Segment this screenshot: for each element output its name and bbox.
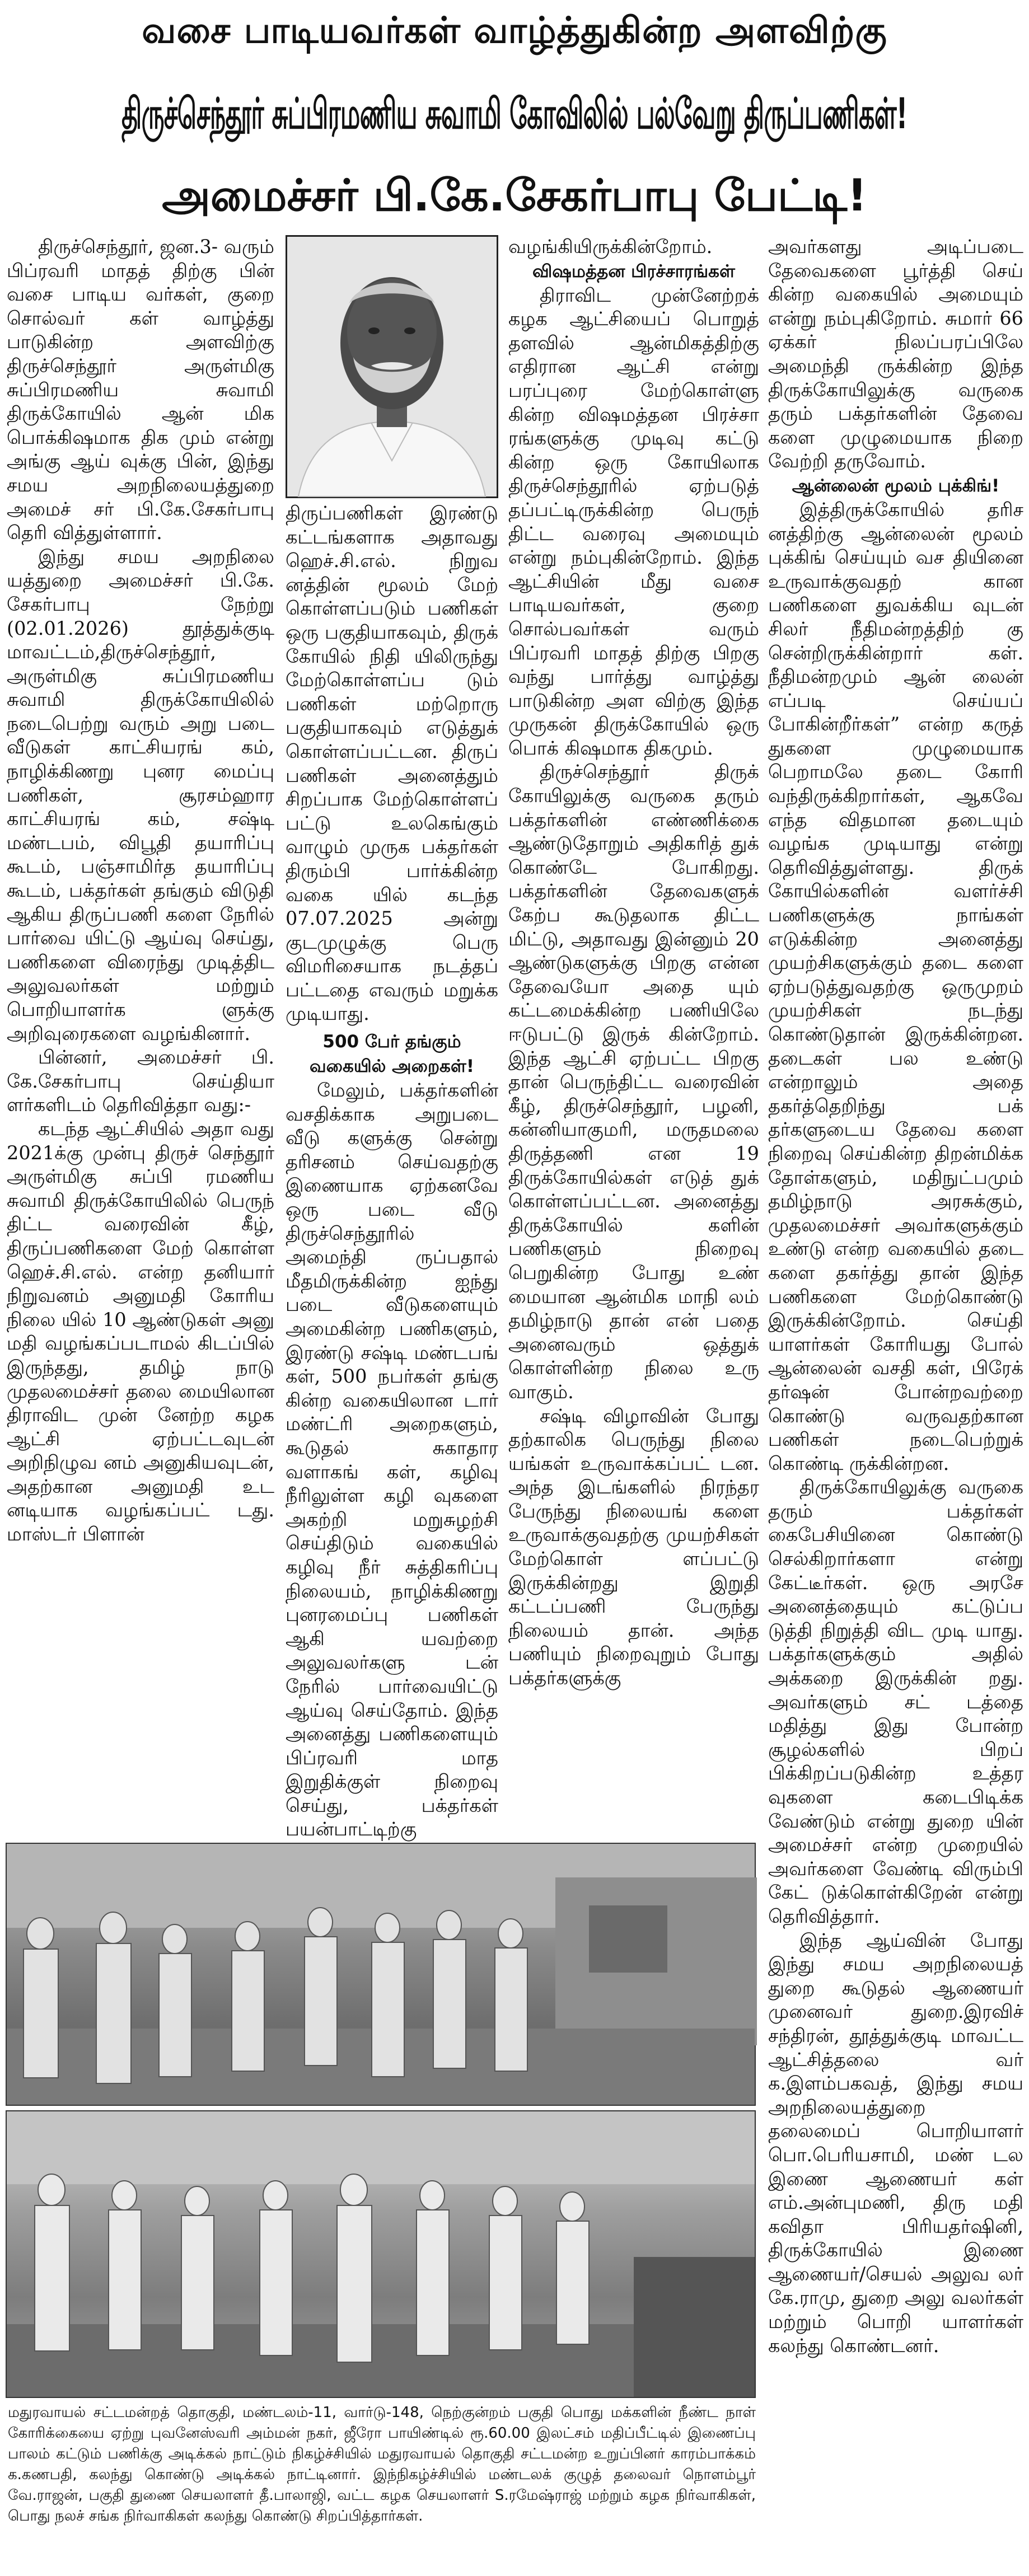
paragraph: சஷ்டி விழாவின் போது தற்காலிக பெருந்து நிலை யங்கள் உருவாக்கப்பட் டன. அந்த இடங்களில் நிரந்தர பேருந்து நிலையங் களை உருவாக்குவதற்கு முயற்சிகள் மேற்கொள் ளப்பட்டு இருக்கின்றது இறுதி கட்டப்பணி பேருந்து நிலையம் தான். அந்த பணியும் நிறைவுறும் போது பக்தர்களுக்கு: [508, 1404, 759, 1689]
headline-deck: [0, 168, 1029, 230]
article-column-4: [768, 235, 1023, 2573]
article-column-2: [286, 502, 498, 1840]
headline-main: [0, 72, 1029, 161]
paragraph: அவர்களது அடிப்படை தேவைகளை பூர்த்தி செய் கின்ற வகையில் அமையும் என்று நம்புகிறோம். சுமார் 66 ஏக்கர் நிலப்பரப்பிலே அமைந்தி ருக்கின்ற இந்த திருக்கோயிலுக்கு வருகை தரும் பக்தர்களின் தேவை களை முழுமையாக நிறை வேற்றி தருவோம்.: [768, 236, 1023, 472]
subheading-line: வகையில் அறைகள்!: [309, 1056, 474, 1077]
headline-kicker: [0, 0, 1029, 66]
paragraph: மேலும், பக்தர்களின் வசதிக்காக அறுபடை வீடு களுக்கு சென்று தரிசனம் செய்வதற்கு இணையாக ஏற்கனவே ஒரு படை வீடு திருச்செந்தூரில் அமைந்தி ருப்பதால் மீதமிருக்கின்ற ஐந்து படை வீடுகளையும் அமைகின்ற பணிகளும், இரண்டு சஷ்டி மண்டபங் கள், 500 நபர்கள் தங்கு கின்ற வகையிலான டார் மண்ட்ரி அறைகளும், கூடுதல் சுகாதார வளாகங் கள், கழிவு நீரிலுள்ள கழி வுகளை அகற்றி மறுசுழற்சி செய்திடும் வகையில் கழிவு நீர் சுத்திகரிப்பு நிலையம், நாழிக்கிணறு புனரமைப்பு பணிகள் ஆகி யவற்றை அலுவலர்களு டன் நேரில் பார்வையிட்டு ஆய்வு செய்தோம். இந்த அனைத்து பணிகளையும் பிப்ரவரி மாத இறுதிக்குள் நிறைவு செய்து, பக்தர்கள் பயன்பாட்டிற்கு: [286, 1079, 498, 1840]
headline-main-text: திருச்செந்தூர் சுப்பிரமணிய சுவாமி கோவிலில் பல்வேறு திருப்பணிகள்!: [121, 88, 908, 138]
portrait-figure: [287, 237, 497, 497]
headline-deck-text: அமைச்சர் பி.கே.சேகர்பாபு பேட்டி!: [162, 171, 867, 221]
headline-kicker-text: வசை பாடியவர்கள் வாழ்த்துகின்ற அளவிற்கு: [142, 10, 887, 51]
foundation-ceremony-figure: [7, 2111, 755, 2397]
paragraph: திருப்பணிகள் இரண்டு கட்டங்களாக அதாவது ஹெச்.சி.எல். நிறுவ னத்தின் மூலம் மேற் கொள்ளப்படும் பணிகள் ஒரு பகுதியாகவும், திருக் கோயில் நிதி யிலிருந்து மேற்கொள்ளப்ப டும் பணிகள் மற்றொரு பகுதியாகவும் எடுத்துக் கொள்ளப்பட்டன. திருப் பணிகள் அனைத்தும் சிறப்பாக மேற்கொள்ளப் பட்டு உலகெங்கும் வாழும் முருக பக்தர்கள் திரும்பி பார்க்கின்ற வகை யில் கடந்த 07.07.2025 அன்று குடமுழுக்கு பெரு விமரிசையாக நடத்தப் பட்டதை எவரும் மறுக்க முடியாது.: [286, 502, 498, 1025]
subheading: ஆன்லைன் மூலம் புக்கிங்!: [792, 475, 1000, 496]
paragraph: பின்னர், அமைச்சர் பி. கே.சேகர்பாபு செய்தியா ளர்களிடம் தெரிவித்தா வது:-: [7, 1046, 274, 1116]
paragraph: திராவிட முன்னேற்றக் கழக ஆட்சியைப் பொறுத் தளவில் ஆன்மிகத்திற்கு எதிரான ஆட்சி என்று பரப்புரை மேற்கொள்ளு கின்ற விஷமத்தன பிரச்சா ரங்களுக்கு முடிவு கட்டு கின்ற ஒரு கோயிலாக திருச்செந்தூரில் ஏற்படுத் தப்பட்டிருக்கின்ற பெருந் திட்ட வரைவு அமையும் என்று நம்புகின்றோம். இந்த ஆட்சியின் மீது வசை பாடியவர்கள், குறை சொல்பவர்கள் வரும் பிப்ரவரி மாதத் திற்கு பிறகு வந்து பார்த்து வாழ்த்து பாடுகின்ற அள விற்கு இந்த முருகன் திருக்கோயில் ஒரு பொக் கிஷமாக திகமும்.: [508, 284, 759, 759]
paragraph: வழங்கியிருக்கின்றோம்.: [508, 236, 713, 257]
minister-portrait: [286, 235, 498, 498]
event-photo-bottom: [6, 2110, 756, 2398]
paragraph: திருக்கோயிலுக்கு வருகை தரும் பக்தர்கள் கைபேசியினை கொண்டு செல்கிறார்களா என்று கேட்டீர்கள். ஒரு அரசே அனைத்தையும் கட்டுப்ப டுத்தி நிறுத்தி விட முடி யாது. பக்தர்களுக்கும் அதில் அக்கறை இருக்கின் றது. அவர்களும் சட் டத்தை மதித்து இது போன்ற சூழல்களில் பிறப் பிக்கிறப்படுகின்ற உத்தர வுகளை கடைபிடிக்க வேண்டும் என்று துறை யின் அமைச்சர் என்ற முறையில் அவர்களை வேண்டி விரும்பி கேட் டுக்கொள்கிறேன் என்று தெரிவித்தார்.: [768, 1476, 1023, 1927]
article-column-1: [7, 235, 274, 1836]
crowd-figure: [7, 1844, 755, 2105]
paragraph: கடந்த ஆட்சியில் அதா வது 2021க்கு முன்பு திருச் செந்தூர் அருள்மிகு சுப்பி ரமணிய சுவாமி திருக்கோயிலில் பெருந் திட்ட வரைவின் கீழ், திருப்பணிகளை மேற் கொள்ள ஹெச்.சி.எல். என்ற தனியார் நிறுவனம் அனுமதி கோரிய நிலை யில் 10 ஆண்டுகள் அனு மதி வழங்கப்படாமல் கிடப்பில் இருந்தது, தமிழ் நாடு முதலமைச்சர் தலை மையிலான திராவிட முன் னேற்ற கழக ஆட்சி ஏற்பட்டவுடன் அறிநிழுவ னம் அனுகியவுடன், அதற்கான அனுமதி உட னடியாக வழங்கப்பட் டது. மாஸ்டர் பிளான்: [7, 1117, 274, 1545]
paragraph: திருச்செந்தூர், ஜன.3- வரும் பிப்ரவரி மாதத் திற்கு பின் வசை பாடிய வர்கள், குறை சொல்வர் கள் வாழ்த்து பாடுகின்ற அளவிற்கு திருச்செந்தூர் அருள்மிகு சுப்பிரமணிய சுவாமி திருக்கோயில் ஆன் மிக பொக்கிஷமாக திக மும் என்று அங்கு ஆய் வுக்கு பின், இந்து சமய அறநிலையத்துறை அமைச் சர் பி.கே.சேகர்பாபு தெரி வித்துள்ளார்.: [7, 236, 274, 544]
subheading: விஷமத்தன பிரச்சாரங்கள்: [532, 261, 735, 282]
paragraph: திருச்செந்தூர் திருக் கோயிலுக்கு வருகை தரும் பக்தர்களின் எண்ணிக்கை ஆண்டுதோறும் அதிகரித் துக் கொண்டே போகிறது. பக்தர்களின் தேவைகளுக் கேற்ப கூடுதலாக திட்ட மிட்டு, அதாவது இன்னும் 20 ஆண்டுகளுக்கு பிறகு என்ன தேவையோ அதை யும் கட்டமைக்கின்ற பணியிலே ஈடுபட்டு இருக் கின்றோம். இந்த ஆட்சி ஏற்பட்ட பிறகு தான் பெருந்திட்ட வரைவின் கீழ், திருச்செந்தூர், பழனி, கன்னியாகுமரி, மருதமலை திருத்தணி என 19 திருக்கோயில்கள் எடுத் துக் கொள்ளப்பட்டன. அனைத்து திருக்கோயில் களின் பணிகளும் நிறைவு பெறுகின்ற போது உண் மையான ஆன்மிக மாநி லம் தமிழ்நாடு தான் என் பதை அனைவரும் ஒத்துக் கொள்ளின்ற நிலை உரு வாகும்.: [508, 761, 759, 1403]
photo-caption: மதுரவாயல் சட்டமன்றத் தொகுதி, மண்டலம்-11, வார்டு-148, நெற்குன்றம் பகுதி பொது மக்களின் நீண்ட நாள் கோரிக்கையை ஏற்று புவனேஸ்வரி அம்மன் நகர், ஜீரோ பாயிண்டில் ரூ.60.00 இலட்சம் மதிப்பீட்டில் இணைப்பு பாலம் கட்டும் பணிக்கு அடிக்கல் நாட்டும் நிகழ்ச்சியில் மதுரவாயல் தொகுதி சட்டமன்ற உறுப்பினர் காரம்பாக்கம் க.கணபதி, கலந்து கொண்டு அடிக்கல் நாட்டினார். இந்நிகழ்ச்சியில் மண்டலக் குழுத் தலைவர் நொளம்பூர் வே.ராஜன், பகுதி துணை செயலாளர் தீ.பாலாஜி, வட்ட கழக செயலாளர் S.ரமேஷ்ராஜ் மற்றும் கழக நிர்வாகிகள், பொது நலச் சங்க நிர்வாகிகள் கலந்து கொண்டு சிறப்பித்தார்கள்.: [8, 2404, 756, 2525]
article-column-3: [508, 235, 759, 1836]
paragraph: இந்து சமய அறநிலை யத்துறை அமைச்சர் பி.கே. சேகர்பாபு நேற்று (02.01.2026) தூத்துக்குடி மாவட்டம்,திருச்செந்தூர், அருள்மிகு சுப்பிரமணிய சுவாமி திருக்கோயிலில் நடைபெற்று வரும் அறு படை வீடுகள் காட்சியரங் கம், நாழிக்கிணறு புனர மைப்பு பணிகள், சூரசம்ஹார காட்சியரங் கம், சஷ்டி மண்டபம், விபூதி தயாரிப்பு கூடம், பஞ்சாமிர்த தயாரிப்பு கூடம், பக்தர்கள் தங்கும் விடுதி ஆகிய திருப்பணி களை நேரில் பார்வை யிட்டு ஆய்வு செய்து, பணிகளை விரைந்து முடித்திட அலுவலர்கள் மற்றும் பொறியாளர்க ளுக்கு அறிவுரைகளை வழங்கினார்.: [7, 545, 274, 1045]
subheading: [286, 1029, 498, 1079]
event-photo-top: [6, 1843, 756, 2106]
subheading-line: 500 பேர் தங்கும்: [322, 1032, 461, 1052]
paragraph: இத்திருக்கோயில் தரிச னத்திற்கு ஆன்லைன் மூலம் புக்கிங் செய்யும் வச தியினை உருவாக்குவதற் கான பணிகளை துவக்கிய வுடன் சிலர் நீதிமன்றத்திற் கு சென்றிருக்கின்றார் கள். நீதிமன்றமும் ஆன் லைன் எப்படி செய்யப் போகின்றீர்கள்” என்ற கருத் துகளை முழுமையாக பெறாமலே தடை கோரி வந்திருக்கிறார்கள், ஆகவே எந்த விதமான தடையும் வழங்க முடியாது என்று தெரிவித்துள்ளது. திருக் கோயில்களின் வளர்ச்சி பணிகளுக்கு நாங்கள் எடுக்கின்ற அனைத்து முயற்சிகளுக்கும் தடை களை ஏற்படுத்துவதற்கு ஒருமுறம் முயற்சிகள் நடந்து கொண்டுதான் இருக்கின்றன. தடைகள் பல உண்டு என்றாலும் அதை தகர்த்தெறிந்து பக் தர்களுடைய தேவை களை நிறைவு செய்கின்ற திறன்மிக்க தோள்களும், மதிநுட்பமும் தமிழ்நாடு அரசுக்கும், முதலமைச்சர் அவர்களுக்கும் உண்டு என்ற வகையில் தடை களை தகர்த்து தான் இந்த பணிகளை மேற்கொண்டு இருக்கின்றோம். செய்தி யாளர்கள் கோரியது போல் ஆன்லைன் வசதி கள், பிரேக் தர்ஷன் போன்றவற்றை கொண்டு வருவதற்கான பணிகள் நடைபெற்றுக் கொண்டி ருக்கின்றன.: [768, 498, 1023, 1474]
paragraph: இந்த ஆய்வின் போது இந்து சமய அறநிலையத் துறை கூடுதல் ஆணையர் முனைவர் துறை.இரவிச் சந்திரன், தூத்துக்குடி மாவட்ட ஆட்சித்தலை வர் க.இளம்பகவத், இந்து சமய அறநிலையத்துறை தலைமைப் பொறியாளர் பொ.பெரியசாமி, மண் டல இணை ஆணையர் கள் எம்.அன்புமணி, திரு மதி கவிதா பிரியதர்ஷினி, திருக்கோயில் இணை ஆணையர்/செயல் அலுவ லர் கே.ராமு, துறை அலு வலர்கள் மற்றும் பொறி யாளர்கள் கலந்து கொண்டனர்.: [768, 1929, 1023, 2357]
